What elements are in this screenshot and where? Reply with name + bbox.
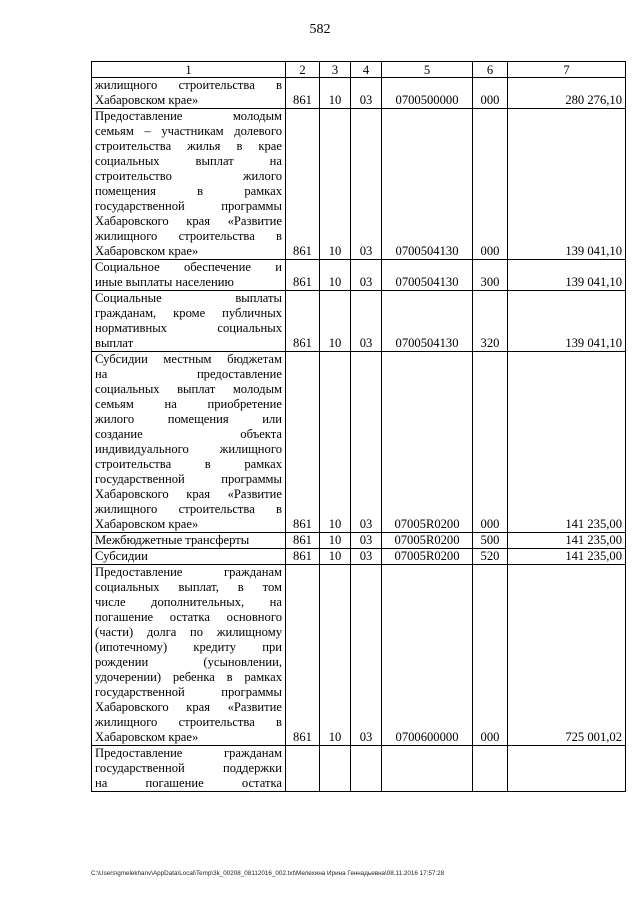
row-target-article: 0700504130 <box>382 260 473 291</box>
description-line: социальных выплат на <box>95 154 282 168</box>
table-header-row <box>92 62 626 78</box>
row-description <box>92 109 286 260</box>
row-expense-type: 520 <box>473 549 508 565</box>
description-line: строительства в рамках <box>95 457 282 471</box>
description-line: Субсидии местным бюджетам <box>95 352 282 366</box>
row-amount: 141 235,00 <box>508 533 626 549</box>
description-line: иные выплаты населению <box>95 275 234 289</box>
row-department-code: 861 <box>286 533 320 549</box>
description-line: числе дополнительных, на <box>95 595 282 609</box>
description-line: выплат <box>95 336 134 350</box>
row-description <box>92 549 286 565</box>
row-section-code: 10 <box>320 78 351 109</box>
row-target-article: 0700504130 <box>382 291 473 352</box>
table-row <box>92 260 626 291</box>
description-line: государственной программы <box>95 199 282 213</box>
budget-table <box>91 61 626 792</box>
row-department-code: 861 <box>286 565 320 746</box>
description-line: Предоставление гражданам <box>95 746 282 760</box>
row-amount: 139 041,10 <box>508 260 626 291</box>
row-department-code: 861 <box>286 260 320 291</box>
row-description <box>92 78 286 109</box>
description-line: жилищного строительства в <box>95 715 282 729</box>
row-target-article: 0700504130 <box>382 109 473 260</box>
header-col-7: 7 <box>508 62 626 78</box>
description-line: жилищного строительства в <box>95 502 282 516</box>
row-subsection-code: 03 <box>351 291 382 352</box>
row-subsection-code: 03 <box>351 260 382 291</box>
row-section-code: 10 <box>320 109 351 260</box>
row-section-code <box>320 746 351 792</box>
description-line: Хабаровского края «Развитие <box>95 700 282 714</box>
table-row <box>92 533 626 549</box>
row-department-code: 861 <box>286 291 320 352</box>
table-row <box>92 565 626 746</box>
description-line: Хабаровского края «Развитие <box>95 487 282 501</box>
description-line: Хабаровском крае» <box>95 244 199 258</box>
description-line: социальных выплат молодым <box>95 382 282 396</box>
row-department-code <box>286 746 320 792</box>
description-line: строительство жилого <box>95 169 282 183</box>
row-section-code: 10 <box>320 565 351 746</box>
row-department-code: 861 <box>286 549 320 565</box>
description-line: Хабаровском крае» <box>95 93 199 107</box>
page-number: 582 <box>309 22 331 37</box>
row-subsection-code <box>351 746 382 792</box>
description-line: погашение остатка основного <box>95 610 282 624</box>
description-line: семьям – участникам долевого <box>95 124 282 138</box>
description-line: жилищного строительства в <box>95 229 282 243</box>
description-line: удочерении) ребенка в рамках <box>95 670 282 684</box>
description-line: семьям на приобретение <box>95 397 282 411</box>
row-description <box>92 260 286 291</box>
row-expense-type: 500 <box>473 533 508 549</box>
row-description <box>92 746 286 792</box>
row-amount: 141 235,00 <box>508 549 626 565</box>
row-amount: 139 041,10 <box>508 109 626 260</box>
row-department-code: 861 <box>286 78 320 109</box>
row-description <box>92 565 286 746</box>
row-expense-type: 000 <box>473 78 508 109</box>
row-department-code: 861 <box>286 352 320 533</box>
description-line: Социальное обеспечение и <box>95 260 282 274</box>
row-target-article: 0700500000 <box>382 78 473 109</box>
row-amount <box>508 746 626 792</box>
description-line: на погашение остатка <box>95 776 282 790</box>
description-line: Субсидии <box>95 549 148 563</box>
table-row <box>92 352 626 533</box>
row-subsection-code: 03 <box>351 109 382 260</box>
row-target-article: 0700600000 <box>382 565 473 746</box>
row-expense-type: 000 <box>473 352 508 533</box>
row-amount: 141 235,00 <box>508 352 626 533</box>
description-line: нормативных социальных <box>95 321 282 335</box>
description-line: индивидуального жилищного <box>95 442 282 456</box>
row-subsection-code: 03 <box>351 565 382 746</box>
row-expense-type: 000 <box>473 565 508 746</box>
footer-file-path: C:\Users\gmelekhanv\AppData\Local\Temp\3k_00208_08112016_002.txt\Мелехина Ирина Геннадьевна\08.11.2016 17:57:28 <box>91 870 445 877</box>
table-row <box>92 291 626 352</box>
description-line: строительства жилья в крае <box>95 139 282 153</box>
row-section-code: 10 <box>320 260 351 291</box>
row-expense-type <box>473 746 508 792</box>
row-expense-type: 300 <box>473 260 508 291</box>
row-subsection-code: 03 <box>351 533 382 549</box>
row-target-article: 07005R0200 <box>382 533 473 549</box>
description-line: Предоставление молодым <box>95 109 282 123</box>
description-line: государственной программы <box>95 685 282 699</box>
description-line: гражданам, кроме публичных <box>95 306 282 320</box>
row-department-code: 861 <box>286 109 320 260</box>
description-line: жилищного строительства в <box>95 78 282 92</box>
description-line: государственной поддержки <box>95 761 282 775</box>
header-col-5: 5 <box>382 62 473 78</box>
table-row <box>92 78 626 109</box>
description-line: помещения в рамках <box>95 184 282 198</box>
description-line: Межбюджетные трансферты <box>95 533 250 547</box>
row-section-code: 10 <box>320 291 351 352</box>
table-row <box>92 746 626 792</box>
row-target-article: 07005R0200 <box>382 352 473 533</box>
description-line: (части) долга по жилищному <box>95 625 282 639</box>
row-expense-type: 320 <box>473 291 508 352</box>
row-subsection-code: 03 <box>351 549 382 565</box>
row-description <box>92 352 286 533</box>
header-col-6: 6 <box>473 62 508 78</box>
header-col-4: 4 <box>351 62 382 78</box>
header-col-1: 1 <box>92 62 286 78</box>
row-expense-type: 000 <box>473 109 508 260</box>
description-line: рождении (усыновлении, <box>95 655 282 669</box>
row-description <box>92 533 286 549</box>
description-line: Социальные выплаты <box>95 291 282 305</box>
description-line: Предоставление гражданам <box>95 565 282 579</box>
row-section-code: 10 <box>320 352 351 533</box>
row-description <box>92 291 286 352</box>
row-subsection-code: 03 <box>351 78 382 109</box>
description-line: Хабаровском крае» <box>95 517 199 531</box>
row-target-article <box>382 746 473 792</box>
description-line: социальных выплат, в том <box>95 580 282 594</box>
description-line: государственной программы <box>95 472 282 486</box>
description-line: (ипотечному) кредиту при <box>95 640 282 654</box>
row-amount: 139 041,10 <box>508 291 626 352</box>
header-col-2: 2 <box>286 62 320 78</box>
row-target-article: 07005R0200 <box>382 549 473 565</box>
description-line: Хабаровском крае» <box>95 730 199 744</box>
row-section-code: 10 <box>320 549 351 565</box>
row-section-code: 10 <box>320 533 351 549</box>
description-line: жилого помещения или <box>95 412 282 426</box>
table-row <box>92 109 626 260</box>
row-amount: 725 001,02 <box>508 565 626 746</box>
row-subsection-code: 03 <box>351 352 382 533</box>
description-line: на предоставление <box>95 367 282 381</box>
description-line: создание объекта <box>95 427 282 441</box>
table-row <box>92 549 626 565</box>
header-col-3: 3 <box>320 62 351 78</box>
row-amount: 280 276,10 <box>508 78 626 109</box>
description-line: Хабаровского края «Развитие <box>95 214 282 228</box>
